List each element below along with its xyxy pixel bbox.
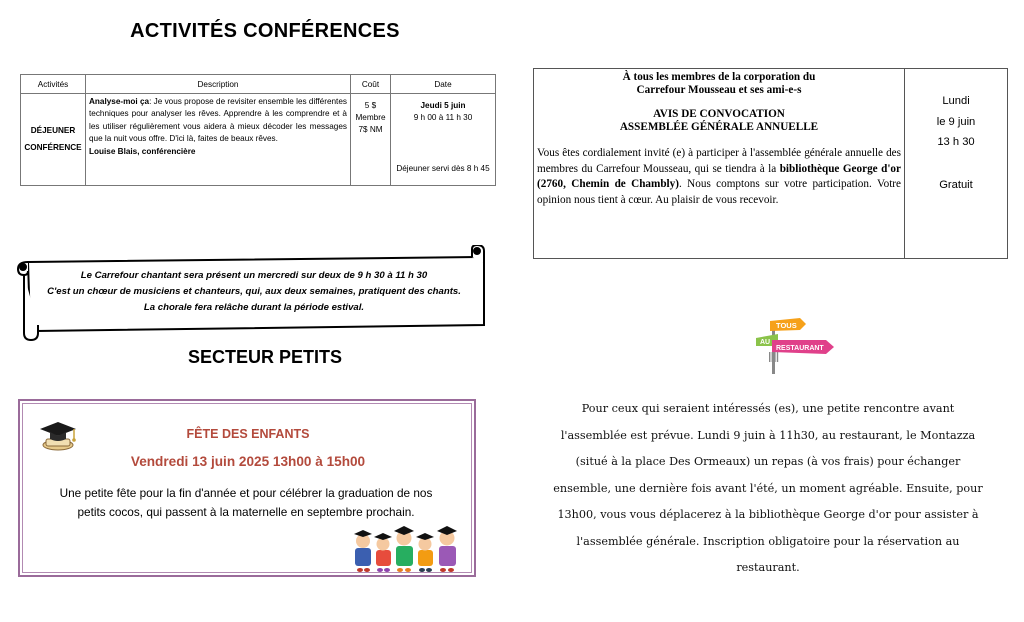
description-body: : Je vous propose de revisiter ensemble les différentes techniques pour analyser les rêves. Apprendre à les comprendre et à les utiliser régulièrement vous aidera à mieux décoder les messages que la nuit vous offre. D'ici là, faites de beaux rêves. xyxy=(89,97,347,144)
chorale-text xyxy=(40,268,468,316)
activities-table xyxy=(20,74,496,186)
header-cout: Coût xyxy=(351,75,391,94)
sign-restaurant-label: RESTAURANT xyxy=(776,345,824,352)
convocation-header-line1: À tous les membres de la corporation du xyxy=(622,71,816,83)
convocation-header xyxy=(537,71,901,97)
convocation-body-location: bibliothèque George d'or (2760, Chemin de Chambly) xyxy=(537,162,901,191)
activity-name-line2: CONFÉRENCE xyxy=(24,143,82,152)
table-row xyxy=(21,94,496,186)
cost-cell xyxy=(351,94,391,186)
convocation-avis-line1: AVIS DE CONVOCATION xyxy=(653,108,785,120)
date-time: 9 h 00 à 11 h 30 xyxy=(413,113,473,122)
convocation-date: le 9 juin xyxy=(936,115,976,128)
date-cell xyxy=(391,94,496,186)
cost-line3: 7$ NM xyxy=(358,125,383,134)
convocation-main-cell xyxy=(534,69,905,259)
sign-tous-label: TOUS xyxy=(776,321,797,330)
description-lead: Analyse-moi ça xyxy=(89,97,150,106)
fete-date: Vendredi 13 juin 2025 13h00 à 15h00 xyxy=(130,454,366,469)
chorale-line2: C'est un chœur de musiciens et chanteurs, qui, aux deux semaines, pratiquent des chants. xyxy=(47,286,461,297)
header-description: Description xyxy=(86,75,351,94)
restaurant-signpost-icon xyxy=(754,316,838,378)
convocation-time: 13 h 30 xyxy=(937,136,975,148)
header-date: Date xyxy=(391,75,496,94)
convocation-avis-line2: ASSEMBLÉE GÉNÉRALE ANNUELLE xyxy=(619,121,819,133)
convocation-box xyxy=(533,68,1008,259)
date-note: Déjeuner servi dès 8 h 45 xyxy=(396,164,490,173)
description-cell xyxy=(86,94,351,186)
header-activites: Activités xyxy=(21,75,86,94)
graduating-kids-illustration xyxy=(352,522,464,574)
chorale-line1: Le Carrefour chantant sera présent un mercredi sur deux de 9 h 30 à 11 h 30 xyxy=(80,270,428,281)
convocation-side-cell xyxy=(905,69,1008,259)
convocation-body-start: Vous êtes cordialement invité (e) à participer à l'assemblée générale annuelle des membres du Carrefour Mousseau, qui se tiendra à la xyxy=(537,147,901,175)
chorale-line3: La chorale fera relâche durant la période estival. xyxy=(143,302,365,313)
table-header-row xyxy=(21,75,496,94)
activity-name-line1: DÉJEUNER xyxy=(30,126,76,135)
page-title-activites: ACTIVITÉS CONFÉRENCES xyxy=(130,20,400,42)
convocation-avis xyxy=(537,108,901,134)
sign-au-label: AU xyxy=(760,339,771,346)
date-day: Jeudi 5 juin xyxy=(420,101,466,110)
activity-cell xyxy=(21,94,86,186)
fete-title: FÊTE DES ENFANTS xyxy=(186,427,310,441)
restaurant-paragraph: Pour ceux qui seraient intéressés (es), une petite rencontre avant l'assemblée est prévue. Lundi 9 juin à 11h30, au restaurant, le Montazza (situé à la place Des Ormeaux) un repas (à vos frais) pour échanger ensemble, une dernière fois avant l'été, un moment agréable. Ensuite, pour 13h00, vous vous déplacerez à la bibliothèque George d'or pour assister à l'assemblée générale. Inscription obligatoire pour la réservation au restaurant. xyxy=(553,402,983,574)
section-title-secteur-petits: SECTEUR PETITS xyxy=(187,347,343,367)
fete-description: Une petite fête pour la fin d'année et pour célébrer la graduation de nos petits cocos, qui passent à la maternelle en septembre prochain. xyxy=(59,486,433,519)
convocation-body xyxy=(537,146,901,208)
convocation-header-line2: Carrefour Mousseau et ses ami-e-s xyxy=(636,84,802,96)
convocation-day: Lundi xyxy=(942,95,970,107)
convocation-body-end: . Nous comptons sur votre participation. Votre opinion nous tient à cœur. Au plaisir de vous recevoir. xyxy=(537,178,901,206)
cost-line1: 5 $ xyxy=(364,101,377,110)
cost-line2: Membre xyxy=(355,113,386,122)
convocation-price: Gratuit xyxy=(939,178,973,191)
description-author: Louise Blais, conférencière xyxy=(89,146,196,156)
